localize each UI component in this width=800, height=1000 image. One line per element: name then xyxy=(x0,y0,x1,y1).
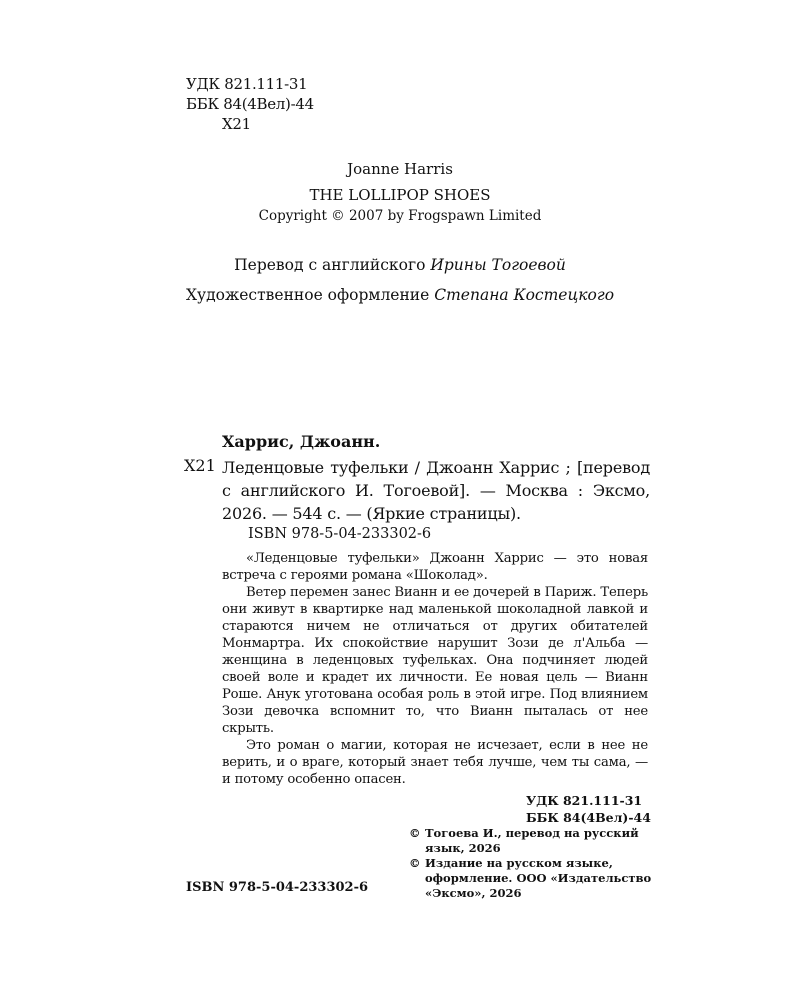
copyright-notices xyxy=(409,826,659,901)
annotation-paragraph: «Леденцовые туфельки» Джоанн Харрис — это новая встреча с героями романа «Шоколад». xyxy=(222,551,648,583)
translator-name: Ирины Тогоевой xyxy=(430,256,566,274)
original-author: Joanne Harris xyxy=(347,160,453,178)
original-copyright: Copyright © 2007 by Frogspawn Limited xyxy=(258,208,542,224)
author-mark: Х21 xyxy=(222,115,251,133)
art-prefix: Художественное оформление xyxy=(185,286,430,304)
catalog-code: Х21 xyxy=(184,456,216,475)
art-credit xyxy=(0,286,800,304)
copyright-item xyxy=(409,856,659,901)
catalog-isbn: ISBN 978-5-04-233302-6 xyxy=(248,526,432,542)
annotation-paragraph: Это роман о магии, которая не исчезает, если в нее не верить, и о враге, который знает тебя лучше, чем ты сама, — и потому особенно опасен. xyxy=(222,738,648,787)
copyright-item xyxy=(409,826,659,856)
footer-isbn: ISBN 978-5-04-233302-6 xyxy=(186,880,369,895)
footer-bbk: ББК 84(4Вел)-44 xyxy=(526,810,651,825)
copyright-text: Издание на русском языке, оформление. ООО «Издательство «Эксмо», 2026 xyxy=(425,856,652,900)
copyright-text: Тогоева И., перевод на русский язык, 2026 xyxy=(425,826,639,855)
original-title: THE LOLLIPOP SHOES xyxy=(309,186,491,204)
copyright-symbol: © xyxy=(409,826,421,840)
bbk-code: ББК 84(4Вел)-44 xyxy=(186,95,314,113)
catalog-description: Леденцовые туфельки / Джоанн Харрис ; [перевод с английского И. Тогоевой]. — Москва : Эксмо, 2026. — 544 с. — (Яркие страницы). xyxy=(222,458,650,523)
artist-name: Степана Костецкого xyxy=(434,286,615,304)
annotation xyxy=(222,550,648,788)
annotation-paragraph: Ветер перемен занес Вианн и ее дочерей в Париж. Теперь они живут в квартирке над маленькой шоколадной лавкой и стараются ничем не отличаться от других обитателей Монмартра. Их спокойствие нарушит Зози де л'Альба — женщина в леденцовых туфельках. Она подчиняет людей своей воле и крадет их личности. Ее новая цель — Вианн Роше. Анук уготована особая роль в этой игре. Под влиянием Зози девочка вспомнит то, что Вианн пыталась от нее скрыть. xyxy=(222,585,648,736)
classification-codes xyxy=(186,74,314,134)
translation-prefix: Перевод с английского xyxy=(234,256,426,274)
footer-udk: УДК 821.111-31 xyxy=(526,793,643,808)
copyright-symbol: © xyxy=(409,856,421,870)
udk-code: УДК 821.111-31 xyxy=(186,75,308,93)
footer-classification xyxy=(526,792,651,826)
translator-credit xyxy=(0,256,800,274)
catalog-heading: Харрис, Джоанн. xyxy=(222,432,381,451)
